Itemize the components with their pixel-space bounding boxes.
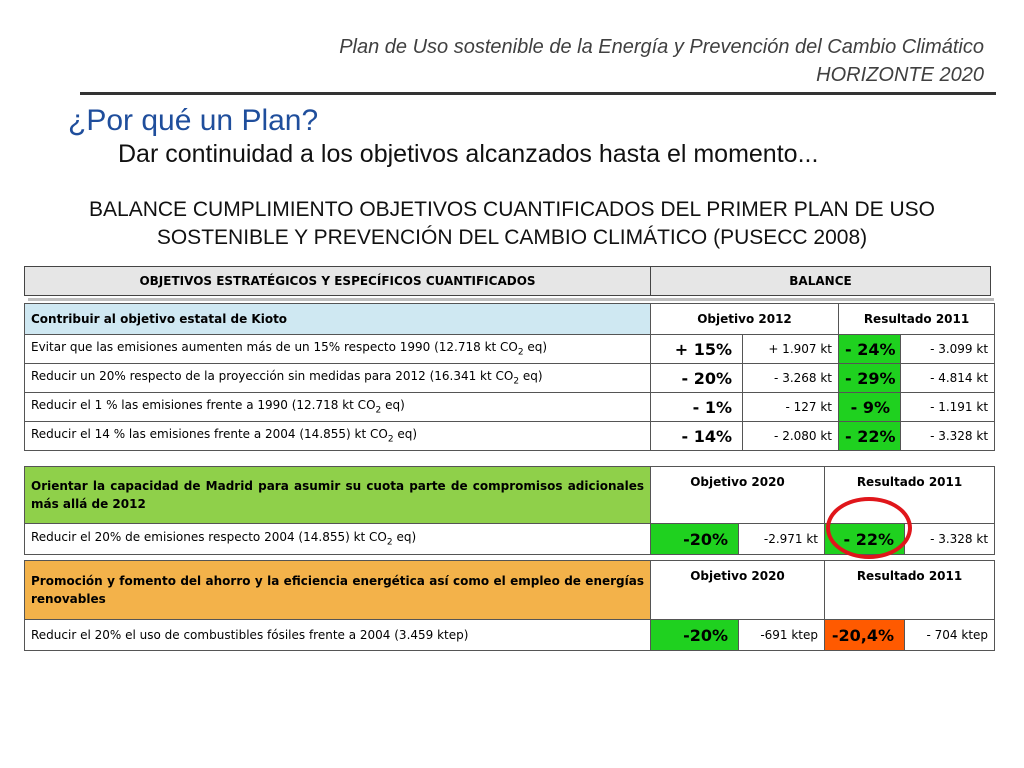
- row-description: Reducir el 1 % las emisiones frente a 1990 (12.718 kt $CO_2$ eq): [25, 393, 651, 422]
- ahorro-resultado-header: Resultado 2011: [825, 561, 995, 620]
- objective-percent: - 1%: [651, 393, 743, 422]
- row-description: Reducir el 14 % las emisiones frente a 2004 (14.855) kt $CO_2$ eq): [25, 422, 651, 451]
- table-row: [25, 620, 995, 651]
- objective-kt: - 2.080 kt: [743, 422, 839, 451]
- objective-percent: -20%: [651, 620, 739, 651]
- header-objectives: OBJETIVOS ESTRATÉGICOS Y ESPECÍFICOS CUANTIFICADOS: [25, 267, 651, 296]
- objective-kt: -691 ktep: [739, 620, 825, 651]
- header-divider: [80, 92, 996, 95]
- row-description: Reducir el 20% de emisiones respecto 2004 (14.855) kt $CO_2$ eq): [25, 524, 651, 555]
- objective-kt: - 3.268 kt: [743, 364, 839, 393]
- table-row: [25, 524, 995, 555]
- result-kt: - 1.191 kt: [901, 393, 995, 422]
- result-kt: - 3.099 kt: [901, 335, 995, 364]
- result-kt: - 704 ktep: [905, 620, 995, 651]
- result-percent: - 24%: [839, 335, 901, 364]
- header-shadow: [28, 298, 994, 301]
- row-description: Reducir el 20% el uso de combustibles fósiles frente a 2004 (3.459 ktep): [25, 620, 651, 651]
- objectives-header-table: [24, 266, 991, 296]
- madrid-table: [24, 466, 995, 555]
- madrid-objetivo-header: Objetivo 2020: [651, 467, 825, 524]
- ahorro-table: [24, 560, 995, 651]
- result-kt: - 3.328 kt: [905, 524, 995, 555]
- objective-percent: - 20%: [651, 364, 743, 393]
- ahorro-label: Promoción y fomento del ahorro y la eficiencia energética así como el empleo de energías renovables: [25, 561, 651, 620]
- header-balance: BALANCE: [651, 267, 991, 296]
- kioto-label: Contribuir al objetivo estatal de Kioto: [25, 304, 651, 335]
- table-row: [25, 393, 995, 422]
- slide-subtitle: Dar continuidad a los objetivos alcanzados hasta el momento...: [118, 140, 819, 168]
- balance-title-line2: SOSTENIBLE Y PREVENCIÓN DEL CAMBIO CLIMÁTICO (PUSECC 2008): [156, 226, 868, 249]
- balance-title: [20, 196, 1004, 252]
- row-description: Reducir un 20% respecto de la proyección sin medidas para 2012 (16.341 kt $CO_2$ eq): [25, 364, 651, 393]
- madrid-resultado-header: Resultado 2011: [825, 467, 995, 524]
- objective-percent: -20%: [651, 524, 739, 555]
- result-percent: - 22%: [839, 422, 901, 451]
- kioto-table: [24, 303, 995, 451]
- objective-kt: + 1.907 kt: [743, 335, 839, 364]
- objective-kt: -2.971 kt: [739, 524, 825, 555]
- balance-title-line1: BALANCE CUMPLIMIENTO OBJETIVOS CUANTIFICADOS DEL PRIMER PLAN DE USO: [89, 198, 935, 221]
- table-row: [25, 335, 995, 364]
- result-percent: -20,4%: [825, 620, 905, 651]
- result-percent: - 9%: [839, 393, 901, 422]
- slide-title: ¿Por qué un Plan?: [68, 104, 319, 137]
- result-percent: - 22%: [825, 524, 905, 555]
- kioto-resultado-header: Resultado 2011: [839, 304, 995, 335]
- header-plan-title: Plan de Uso sostenible de la Energía y Prevención del Cambio Climático: [339, 36, 984, 58]
- table-row: [25, 364, 995, 393]
- result-kt: - 4.814 kt: [901, 364, 995, 393]
- result-percent: - 29%: [839, 364, 901, 393]
- kioto-objetivo-header: Objetivo 2012: [651, 304, 839, 335]
- header-horizon: HORIZONTE 2020: [816, 64, 984, 86]
- result-kt: - 3.328 kt: [901, 422, 995, 451]
- table-row: [25, 422, 995, 451]
- ahorro-objetivo-header: Objetivo 2020: [651, 561, 825, 620]
- madrid-label: Orientar la capacidad de Madrid para asumir su cuota parte de compromisos adicionales más allá de 2012: [25, 467, 651, 524]
- objective-percent: + 15%: [651, 335, 743, 364]
- row-description: Evitar que las emisiones aumenten más de un 15% respecto 1990 (12.718 kt $CO_2$ eq): [25, 335, 651, 364]
- objective-kt: - 127 kt: [743, 393, 839, 422]
- objective-percent: - 14%: [651, 422, 743, 451]
